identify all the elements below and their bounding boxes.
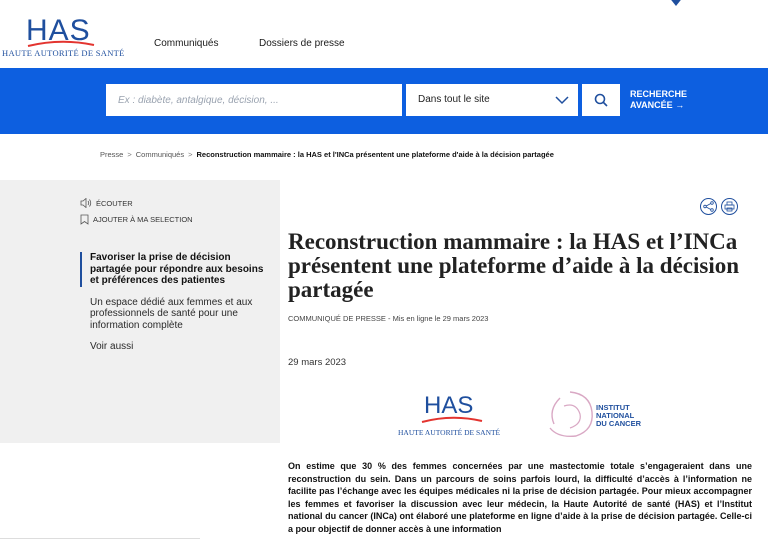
inca-line3: DU CANCER [596, 419, 641, 428]
advanced-search-line2: AVANCÉE [630, 100, 673, 110]
arrow-right-icon: → [675, 100, 685, 110]
has-partner-tagline: HAUTE AUTORITÉ DE SANTÉ [398, 428, 501, 437]
has-partner-logo [398, 392, 508, 442]
breadcrumb-current: Reconstruction mammaire : la HAS et l'INCa présentent une plateforme d'aide à la décision partagée [196, 150, 554, 159]
breadcrumb [100, 150, 554, 159]
add-selection-button[interactable] [80, 214, 193, 225]
chevron-down-icon [554, 92, 570, 108]
advanced-search-link[interactable] [630, 89, 687, 111]
share-actions [700, 198, 738, 215]
logo-swoosh-icon [26, 40, 96, 48]
toc-item-voir-aussi[interactable]: Voir aussi [90, 341, 134, 352]
bookmark-icon [80, 214, 89, 225]
toc-item-espace-dedie[interactable]: Un espace dédié aux femmes et aux professionnels de santé pour une information complète [90, 296, 253, 331]
article-lead-paragraph: On estime que 30 % des femmes concernées par une mastectomie totale s’engageraient dans une reconstruction du sein. Dans un parcours de soins parfois lourd, la difficulté d’accès à l’information ne facilite pas l’échange avec les équipes médicales ni la prise de décision partagée. Pour mieux accompagner les femmes et favoriser la discussion avec leur médecin, la Haute Autorité de santé (HAS) et l’Institut national du cancer (INCa) ont élaboré une plateforme en ligne d’aide à la prise de décision partagée. Celle-ci a pour objectif de donner accès à une information [288, 461, 752, 534]
has-partner-swoosh-icon [420, 416, 484, 424]
site-header [0, 0, 768, 68]
search-button[interactable] [582, 84, 620, 116]
inca-logo [540, 388, 660, 440]
inca-line2: NATIONAL [596, 411, 635, 420]
logo-tagline: HAUTE AUTORITÉ DE SANTÉ [2, 48, 125, 58]
search-icon [594, 93, 608, 107]
speaker-icon [80, 198, 92, 208]
listen-button[interactable] [80, 198, 133, 208]
nav-dossiers-de-presse[interactable]: Dossiers de presse [259, 38, 345, 49]
share-button[interactable] [700, 198, 717, 215]
breadcrumb-separator: > [127, 150, 132, 159]
add-selection-label: AJOUTER À MA SELECTION [93, 215, 193, 224]
scope-selected-value: Dans tout le site [418, 94, 490, 105]
has-logo[interactable] [0, 10, 126, 62]
inca-line1: INSTITUT [596, 403, 630, 412]
toc-item-decision-partagee[interactable]: Favoriser la prise de décision partagée pour répondre aux besoins et préférences des patientes [80, 252, 266, 287]
print-icon [724, 201, 735, 212]
divider [0, 538, 200, 539]
search-input[interactable] [106, 84, 402, 116]
has-partner-wordmark: HAS [424, 392, 474, 419]
article-date: 29 mars 2023 [288, 357, 347, 368]
logo-wordmark: HAS [26, 14, 91, 47]
advanced-search-line1: RECHERCHE [630, 89, 688, 99]
breadcrumb-communiques[interactable]: Communiqués [135, 150, 185, 159]
print-button[interactable] [721, 198, 738, 215]
nav-communiques[interactable]: Communiqués [154, 38, 219, 49]
share-icon [703, 201, 714, 212]
listen-label: ÉCOUTER [96, 198, 133, 208]
breadcrumb-presse[interactable]: Presse [100, 150, 124, 159]
inca-wordmark [596, 404, 641, 428]
table-of-contents [80, 252, 266, 363]
article-title: Reconstruction mammaire : la HAS et l’INCa présentent une plateforme d’aide à la décision partagée [288, 229, 740, 302]
search-scope-select[interactable] [406, 84, 578, 116]
inca-emblem-icon [540, 388, 600, 440]
article-meta: COMMUNIQUÉ DE PRESSE - Mis en ligne le 29 mars 2023 [288, 314, 489, 323]
caret-down-icon [668, 0, 684, 6]
breadcrumb-separator: > [188, 150, 193, 159]
